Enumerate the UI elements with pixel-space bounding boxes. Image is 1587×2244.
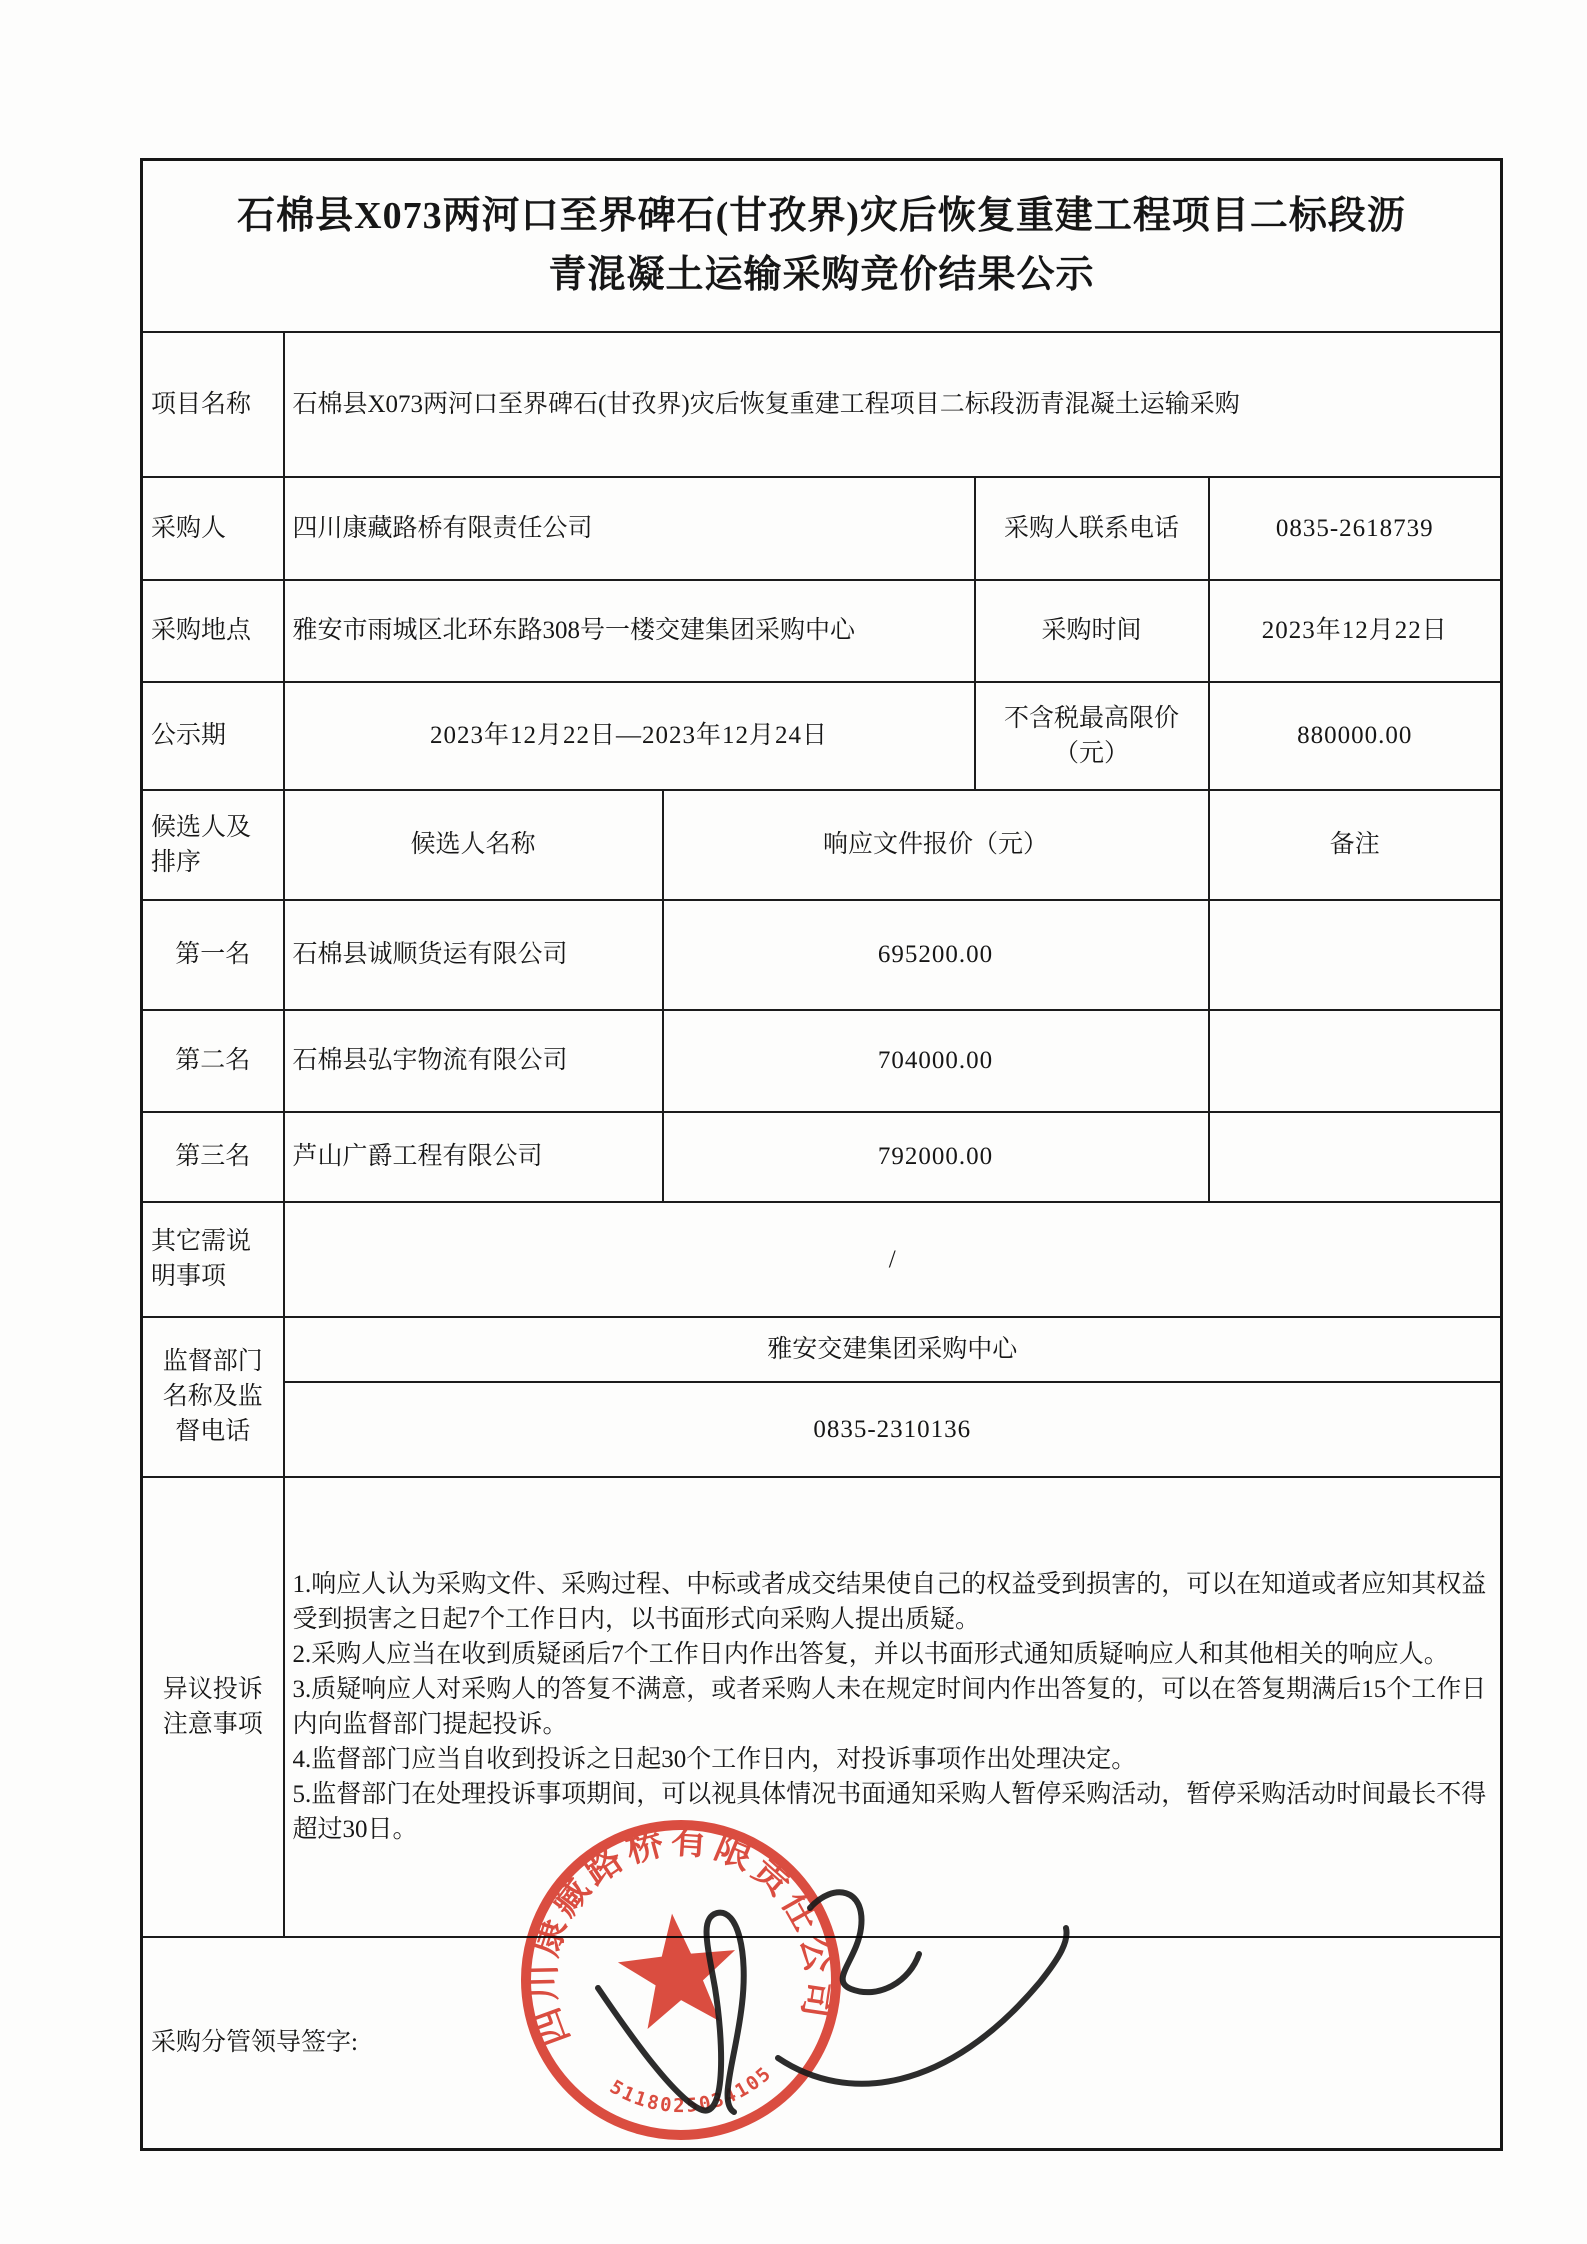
other-notes-value: / [284, 1202, 1502, 1317]
objection-item: 2.采购人应当在收到质疑函后7个工作日内作出答复，并以书面形式通知质疑响应人和其他相关的响应人。 [292, 1640, 1449, 1668]
objection-text [284, 1477, 1502, 1937]
candidate-note [1209, 1112, 1502, 1202]
purchaser-phone-label: 采购人联系电话 [975, 477, 1209, 580]
objection-label: 异议投诉注意事项 [142, 1477, 284, 1937]
publicity-period-label: 公示期 [142, 682, 284, 790]
candidate-row [142, 1010, 1502, 1112]
purchaser-phone-value: 0835-2618739 [1209, 477, 1502, 580]
objection-item: 5.监督部门在处理投诉事项期间，可以视具体情况书面通知采购人暂停采购活动，暂停采购活动时间最长不得超过30日。 [292, 1780, 1487, 1843]
publicity-period-value: 2023年12月22日—2023年12月24日 [284, 682, 975, 790]
supervisor-name-value: 雅安交建集团采购中心 [284, 1317, 1502, 1382]
candidate-note [1209, 1010, 1502, 1112]
page-title: 石棉县X073两河口至界碑石(甘孜界)灾后恢复重建工程项目二标段沥青混凝土运输采购竞价结果公示 [142, 160, 1502, 332]
seal-number-text: 5118025034105 [605, 2062, 777, 2118]
candidate-row [142, 900, 1502, 1010]
candidate-rank: 第三名 [142, 1112, 284, 1202]
supervisor-label: 监督部门名称及监督电话 [142, 1317, 284, 1477]
candidate-price: 792000.00 [663, 1112, 1209, 1202]
candidate-rank: 第一名 [142, 900, 284, 1010]
purchaser-label: 采购人 [142, 477, 284, 580]
max-price-value: 880000.00 [1209, 682, 1502, 790]
candidate-note [1209, 900, 1502, 1010]
supervisor-phone-value: 0835-2310136 [284, 1382, 1502, 1477]
objection-item: 3.质疑响应人对采购人的答复不满意，或者采购人未在规定时间内作出答复的，可以在答复期满后15个工作日内向监督部门提起投诉。 [292, 1675, 1487, 1738]
signature-label: 采购分管领导签字: [142, 1937, 1502, 2150]
candidate-name: 石棉县诚顺货运有限公司 [284, 900, 663, 1010]
project-name-value: 石棉县X073两河口至界碑石(甘孜界)灾后恢复重建工程项目二标段沥青混凝土运输采购 [284, 332, 1502, 477]
purchase-location-value: 雅安市雨城区北环东路308号一楼交建集团采购中心 [284, 580, 975, 682]
candidate-name: 石棉县弘宇物流有限公司 [284, 1010, 663, 1112]
project-name-label: 项目名称 [142, 332, 284, 477]
max-price-label: 不含税最高限价（元） [975, 682, 1209, 790]
announcement-table [140, 158, 1503, 2151]
candidates-header-price: 响应文件报价（元） [663, 790, 1209, 900]
objection-item: 1.响应人认为采购文件、采购过程、中标或者成交结果使自己的权益受到损害的，可以在知道或者应知其权益受到损害之日起7个工作日内，以书面形式向采购人提出质疑。 [292, 1570, 1487, 1633]
purchase-time-value: 2023年12月22日 [1209, 580, 1502, 682]
purchase-time-label: 采购时间 [975, 580, 1209, 682]
candidates-header-name: 候选人名称 [284, 790, 663, 900]
candidates-header-rank: 候选人及排序 [142, 790, 284, 900]
candidate-price: 704000.00 [663, 1010, 1209, 1112]
seal-company-text: 四川康藏路桥有限责任公司 [522, 1820, 840, 2051]
purchase-location-label: 采购地点 [142, 580, 284, 682]
candidate-row [142, 1112, 1502, 1202]
candidate-rank: 第二名 [142, 1010, 284, 1112]
other-notes-label: 其它需说明事项 [142, 1202, 284, 1317]
objection-item: 4.监督部门应当自收到投诉之日起30个工作日内，对投诉事项作出处理决定。 [292, 1745, 1137, 1773]
purchaser-value: 四川康藏路桥有限责任公司 [284, 477, 975, 580]
candidate-price: 695200.00 [663, 900, 1209, 1010]
candidates-header-note: 备注 [1209, 790, 1502, 900]
candidate-name: 芦山广爵工程有限公司 [284, 1112, 663, 1202]
